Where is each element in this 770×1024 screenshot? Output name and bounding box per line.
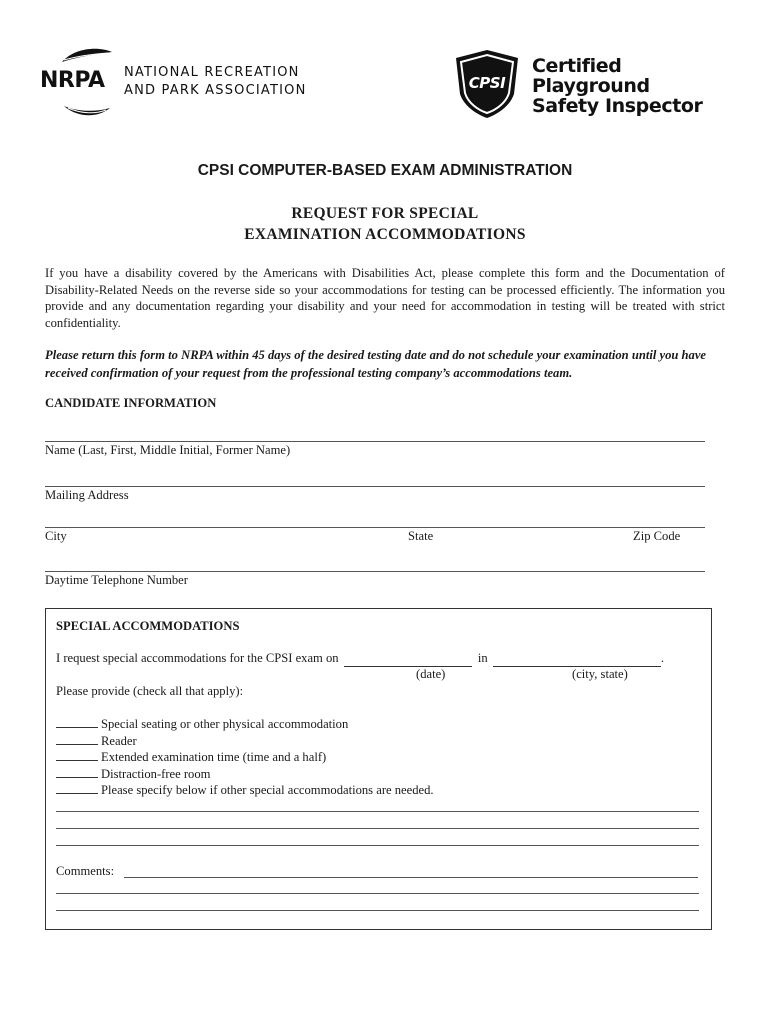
option-extended-time[interactable]: Extended examination time (time and a half) xyxy=(56,749,696,766)
city-label: City xyxy=(45,529,67,543)
option-distraction-free[interactable]: Distraction-free room xyxy=(56,766,696,783)
checkbox-blank[interactable] xyxy=(56,744,98,745)
return-notice: Please return this form to NRPA within 45 days of the desired testing date and do not schedule your examination until you have received confirmation of your request from the professional testing company’s accommodations team. xyxy=(45,348,706,380)
cpsi-line2: Playground xyxy=(532,75,650,97)
exam-location-field[interactable] xyxy=(493,651,661,667)
nrpa-name-line2: AND PARK ASSOCIATION xyxy=(124,83,307,98)
address-label: Mailing Address xyxy=(45,488,129,502)
checkbox-blank[interactable] xyxy=(56,727,98,728)
option-other[interactable]: Please specify below if other special accommodations are needed. xyxy=(56,782,696,799)
request-in: in xyxy=(477,651,488,665)
other-line-2[interactable] xyxy=(56,828,699,829)
location-caption: (city, state) xyxy=(572,667,628,681)
checkbox-blank[interactable] xyxy=(56,777,98,778)
cpsi-badge-text: CPSI xyxy=(468,74,506,92)
request-end: . xyxy=(660,651,665,665)
request-prefix: I request special accommodations for the CPSI exam on xyxy=(56,651,339,665)
comments-label: Comments: xyxy=(56,864,115,878)
comments-line-2[interactable] xyxy=(56,893,699,894)
nrpa-logo xyxy=(40,44,320,120)
comments-line-3[interactable] xyxy=(56,910,699,911)
request-title-line1: REQUEST FOR SPECIAL xyxy=(291,205,479,222)
check-prompt: Please provide (check all that apply): xyxy=(56,684,244,698)
state-label: State xyxy=(408,529,434,543)
option-special-seating[interactable]: Special seating or other physical accommodation xyxy=(56,716,696,733)
phone-label: Daytime Telephone Number xyxy=(45,573,188,587)
request-line xyxy=(56,651,706,667)
date-caption: (date) xyxy=(416,667,446,681)
cpsi-line3: Safety Inspector xyxy=(532,95,703,117)
cpsi-logo xyxy=(452,48,712,122)
checkbox-blank[interactable] xyxy=(56,760,98,761)
options-list xyxy=(56,716,696,799)
comments-line-1[interactable] xyxy=(124,877,698,878)
nrpa-abbrev: NRPA xyxy=(40,68,105,93)
option-reader[interactable]: Reader xyxy=(56,733,696,750)
other-line-3[interactable] xyxy=(56,845,699,846)
accommodations-heading: SPECIAL ACCOMMODATIONS xyxy=(56,619,240,633)
checkbox-blank[interactable] xyxy=(56,793,98,794)
name-label: Name (Last, First, Middle Initial, Former Name) xyxy=(45,443,291,457)
other-line-1[interactable] xyxy=(56,811,699,812)
candidate-heading: CANDIDATE INFORMATION xyxy=(45,396,217,410)
zip-label: Zip Code xyxy=(633,529,681,543)
request-title-line2: EXAMINATION ACCOMMODATIONS xyxy=(244,226,526,243)
nrpa-name-line1: NATIONAL RECREATION xyxy=(124,65,300,80)
city-state-zip-field[interactable] xyxy=(45,527,705,528)
intro-paragraph: If you have a disability covered by the Americans with Disabilities Act, please complete this form and the Documentation of Disability-Related Needs on the reverse side so your accommodations for testing can be processed efficiently. The information you provide and any documentation regarding your disability and your need for accommodation in testing will be treated with strict confidentiality. xyxy=(45,266,725,330)
exam-title: CPSI COMPUTER-BASED EXAM ADMINISTRATION xyxy=(197,162,573,179)
address-field[interactable] xyxy=(45,486,705,487)
cpsi-line1: Certified xyxy=(532,55,622,77)
name-field[interactable] xyxy=(45,441,705,442)
phone-field[interactable] xyxy=(45,571,705,572)
exam-date-field[interactable] xyxy=(344,651,472,667)
